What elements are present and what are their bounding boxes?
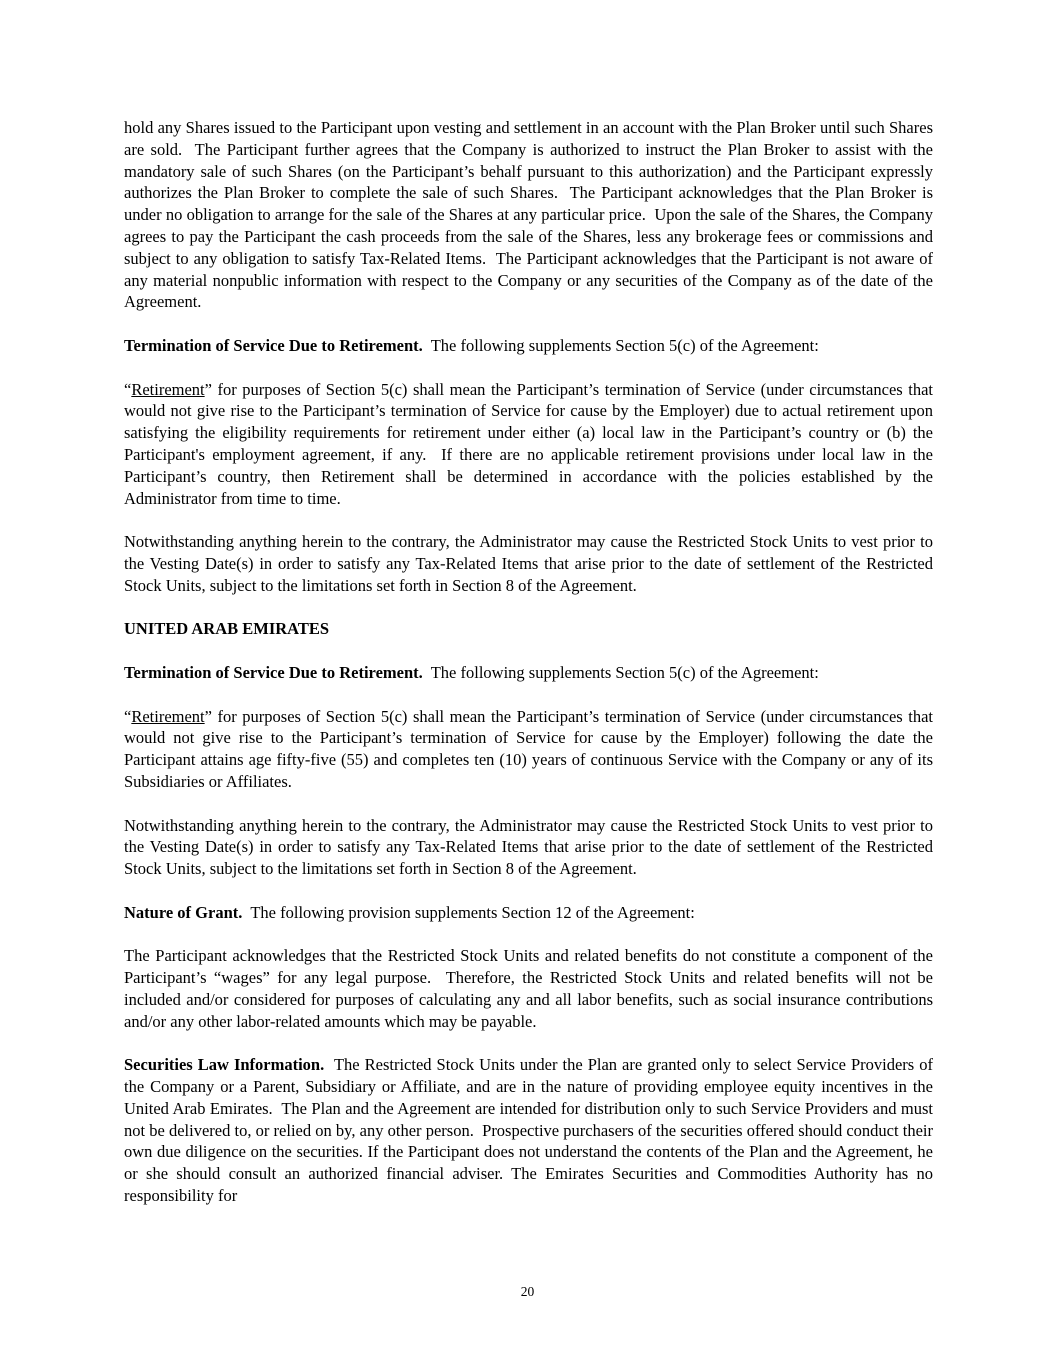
text-run: The following provision supplements Section 12 of the Agreement: [242, 902, 695, 922]
paragraph-securities-law-information [124, 1054, 933, 1207]
text-run: ” for purposes of Section 5(c) shall mean the Participant’s termination of Service (under circumstances that would not give rise to the Participant’s termination of Service for cause by the Employer) following the date the Participant attains age fifty-five (55) and completes ten (10) years of continuous Service with the Company or any of its Subsidiaries or Affiliates. [124, 706, 933, 791]
paragraph-retirement-definition-age-55 [124, 706, 933, 793]
bold-run: UNITED ARAB EMIRATES [124, 619, 330, 639]
bold-run: Securities Law Information. [124, 1055, 325, 1075]
heading-united-arab-emirates [124, 618, 933, 640]
underlined-run: Retirement [131, 379, 205, 399]
bold-run: Nature of Grant. [124, 902, 243, 922]
paragraph-termination-retirement-supplement-uae [124, 662, 933, 684]
text-run: hold any Shares issued to the Participant upon vesting and settlement in an account with the Plan Broker until such Shares are sold. The Participant further agrees that the Company is authorized to instruct the Plan Broker to assist with the mandatory sale of such Shares (on the Participant’s behalf pursuant to this authorization) and the Participant expressly authorizes the Plan Broker to complete the sale of such Shares. The Participant acknowledges that the Plan Broker is under no obligation to arrange for the sale of the Shares at any particular price. Upon the sale of the Shares, the Company agrees to pay the Participant the cash proceeds from the sale of the Shares, less any brokerage fees or commissions and subject to any obligation to satisfy Tax-Related Items. The Participant acknowledges that the Participant is not aware of any material nonpublic information with respect to the Company or any securities of the Company as of the date of the Agreement. [124, 118, 933, 312]
paragraph-wages-exclusion [124, 945, 933, 1032]
text-run: “ [124, 379, 132, 399]
bold-run: Termination of Service Due to Retirement. [124, 335, 423, 355]
text-run: The following supplements Section 5(c) of the Agreement: [422, 335, 819, 355]
paragraph-retirement-definition-local-law [124, 379, 933, 510]
text-run: The Restricted Stock Units under the Plan are granted only to select Service Providers of the Company or a Parent, Subsidiary or Affiliate, and are in the nature of providing employee equity incentives in the United Arab Emirates. The Plan and the Agreement are intended for distribution only to such Service Providers and must not be delivered to, or relied on by, any other person. Prospective purchasers of the securities offered should conduct their own due diligence on the securities. If the Participant does not understand the contents of the Plan and the Agreement, he or she should consult an authorized financial adviser. The Emirates Securities and Commodities Authority has no responsibility for [124, 1055, 933, 1206]
paragraph-early-vesting-tax-items-uae [124, 815, 933, 880]
paragraph-nature-of-grant [124, 902, 933, 924]
text-run: Notwithstanding anything herein to the contrary, the Administrator may cause the Restricted Stock Units to vest prior to the Vesting Date(s) in order to satisfy any Tax-Related Items that arise prior to the date of settlement of the Restricted Stock Units, subject to the limitations set forth in Section 8 of the Agreement. [124, 532, 933, 595]
text-run: Notwithstanding anything herein to the contrary, the Administrator may cause the Restricted Stock Units to vest prior to the Vesting Date(s) in order to satisfy any Tax-Related Items that arise prior to the date of settlement of the Restricted Stock Units, subject to the limitations set forth in Section 8 of the Agreement. [124, 815, 933, 879]
text-run: The following supplements Section 5(c) of the Agreement: [422, 662, 819, 682]
paragraph-plan-broker-sale [124, 117, 933, 313]
text-run: ” for purposes of Section 5(c) shall mean the Participant’s termination of Service (under circumstances that would not give rise to the Participant’s termination of Service for cause by the Employer) due to actual retirement upon satisfying the eligibility requirements for retirement under either (a) local law in the Participant’s country or (b) the Participant's employment agreement, if any. If there are no applicable retirement provisions under local law in the Participant’s country, then Retirement shall be determined in accordance with the policies established by the Administrator from time to time. [124, 379, 933, 508]
bold-run: Termination of Service Due to Retirement. [124, 662, 423, 682]
page-number: 20 [520, 1284, 535, 1299]
text-run: “ [124, 706, 132, 726]
underlined-run: Retirement [131, 706, 205, 726]
text-run: The Participant acknowledges that the Restricted Stock Units and related benefits do not constitute a component of the Participant’s “wages” for any legal purpose. Therefore, the Restricted Stock Units and related benefits will not be included and/or considered for purposes of calculating any and all labor benefits, such as social insurance contributions and/or any other labor-related amounts which may be payable. [124, 946, 933, 1031]
paragraph-termination-retirement-supplement [124, 335, 933, 357]
paragraph-early-vesting-tax-items [124, 531, 933, 596]
document-body [124, 117, 933, 1207]
